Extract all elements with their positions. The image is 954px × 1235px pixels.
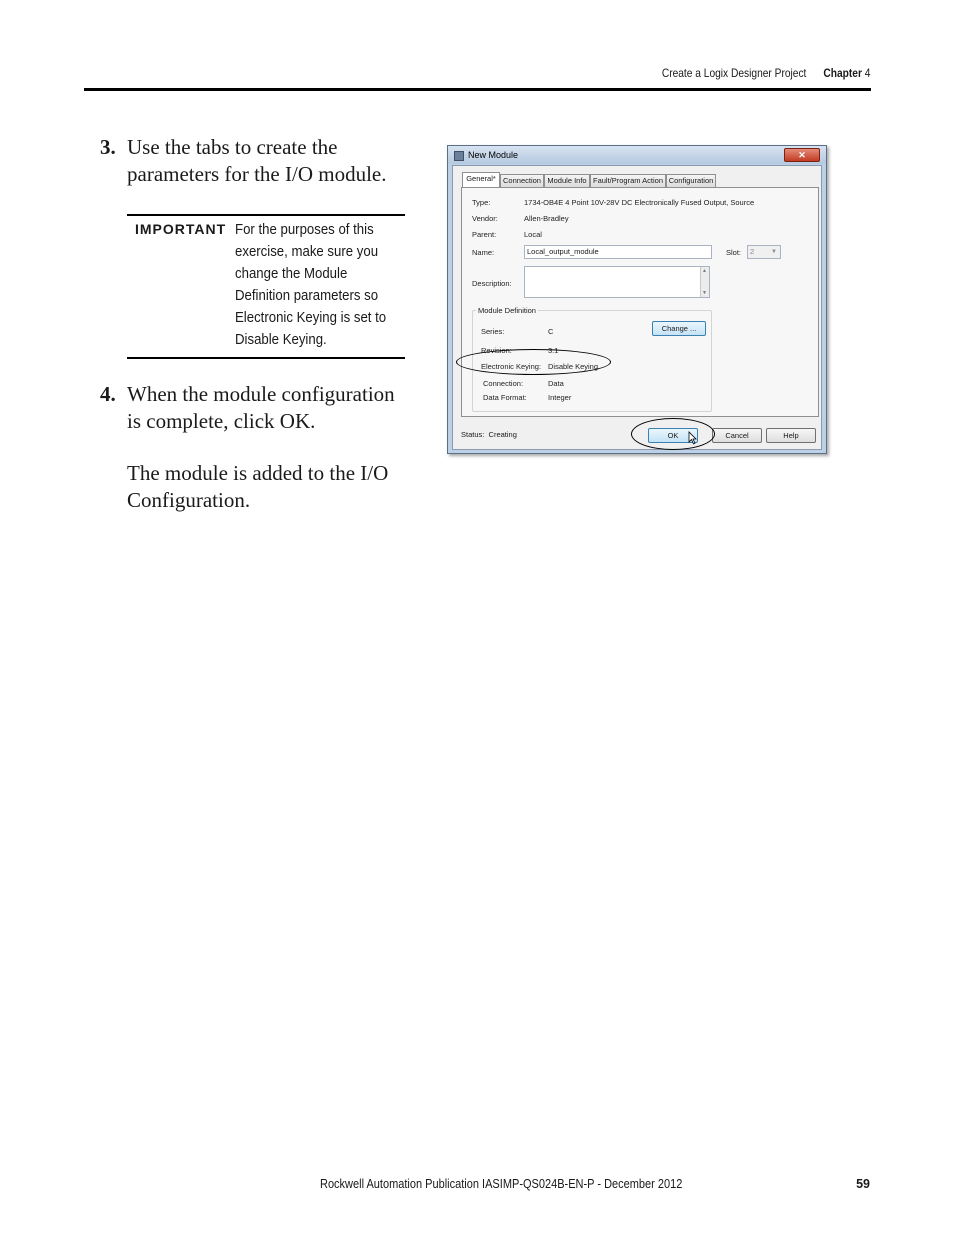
help-button[interactable]: Help — [766, 428, 816, 443]
type-value: 1734-OB4E 4 Point 10V-28V DC Electronically Fused Output, Source — [524, 198, 755, 207]
series-label: Series: — [481, 327, 505, 336]
description-scrollbar[interactable] — [700, 267, 709, 297]
status-label: Status: — [461, 430, 485, 439]
tab-general[interactable]: General* — [462, 172, 500, 188]
header-rule — [84, 88, 871, 91]
type-label: Type: — [472, 198, 491, 207]
status-value: Creating — [488, 430, 517, 439]
step-text: Use the tabs to create the parameters for the I/O module. — [127, 135, 387, 186]
important-text: For the purposes of this exercise, make sure you change the Module Definition parameters so Electronic Keying is set to Disable Keying. — [235, 221, 387, 348]
parent-label: Parent: — [472, 230, 497, 239]
description-input[interactable] — [524, 266, 710, 298]
dialog-body — [452, 165, 822, 450]
electronic-keying-value: Disable Keying — [548, 362, 599, 371]
status-bar — [461, 430, 517, 439]
slot-select[interactable] — [747, 245, 781, 259]
ok-highlight-oval — [631, 418, 715, 450]
step-result-text: The module is added to the I/O Configuration. — [127, 461, 389, 512]
important-label: IMPORTANT — [135, 221, 227, 237]
ok-button[interactable]: OK — [648, 428, 698, 443]
revision-label: Revision: — [481, 346, 512, 355]
new-module-dialog — [447, 145, 827, 454]
footer-publication: Rockwell Automation Publication IASIMP-QS024B-EN-P - December 2012 — [320, 1177, 683, 1191]
vendor-label: Vendor: — [472, 214, 498, 223]
dialog-title-bar — [448, 146, 826, 164]
tab-fault-program-action[interactable]: Fault/Program Action — [590, 174, 666, 187]
change-button[interactable]: Change ... — [652, 321, 706, 336]
keying-highlight-oval — [456, 349, 611, 375]
data-format-label: Data Format: — [483, 393, 527, 402]
connection-label: Connection: — [483, 379, 524, 388]
mouse-cursor-icon — [688, 431, 697, 445]
step-number: 3. — [100, 135, 116, 159]
running-header — [661, 66, 870, 80]
step-number: 4. — [100, 382, 116, 406]
tab-connection[interactable]: Connection — [500, 174, 544, 187]
scroll-down-icon: ▼ — [702, 290, 707, 296]
chapter-number: 4 — [864, 66, 870, 80]
revision-value: 3.1 — [548, 346, 559, 355]
chevron-down-icon: ▼ — [771, 249, 777, 255]
page-number: 59 — [856, 1177, 870, 1191]
name-label: Name: — [472, 248, 495, 257]
scroll-up-icon: ▲ — [702, 268, 707, 274]
slot-value: 2 — [750, 247, 755, 256]
slot-label: Slot: — [726, 248, 742, 257]
important-note — [127, 214, 405, 359]
electronic-keying-label: Electronic Keying: — [481, 362, 542, 371]
window-icon — [454, 151, 464, 161]
series-value: C — [548, 327, 554, 336]
close-icon: ✕ — [798, 150, 806, 160]
tab-configuration[interactable]: Configuration — [666, 174, 716, 187]
step-text: When the module configuration is complete, click OK. — [127, 382, 395, 433]
description-label: Description: — [472, 279, 512, 288]
name-input[interactable]: Local_output_module — [524, 245, 712, 259]
module-definition-title: Module Definition — [478, 306, 536, 315]
parent-value: Local — [524, 230, 542, 239]
header-title: Create a Logix Designer Project — [661, 66, 806, 80]
data-format-value: Integer — [548, 393, 572, 402]
tab-module-info[interactable]: Module Info — [544, 174, 590, 187]
vendor-value: Allen-Bradley — [524, 214, 569, 223]
close-button[interactable] — [784, 148, 820, 162]
connection-value: Data — [548, 379, 564, 388]
chapter-label: Chapter — [822, 66, 862, 80]
dialog-title: New Module — [468, 150, 519, 160]
cancel-button[interactable]: Cancel — [712, 428, 762, 443]
general-panel — [461, 187, 819, 417]
